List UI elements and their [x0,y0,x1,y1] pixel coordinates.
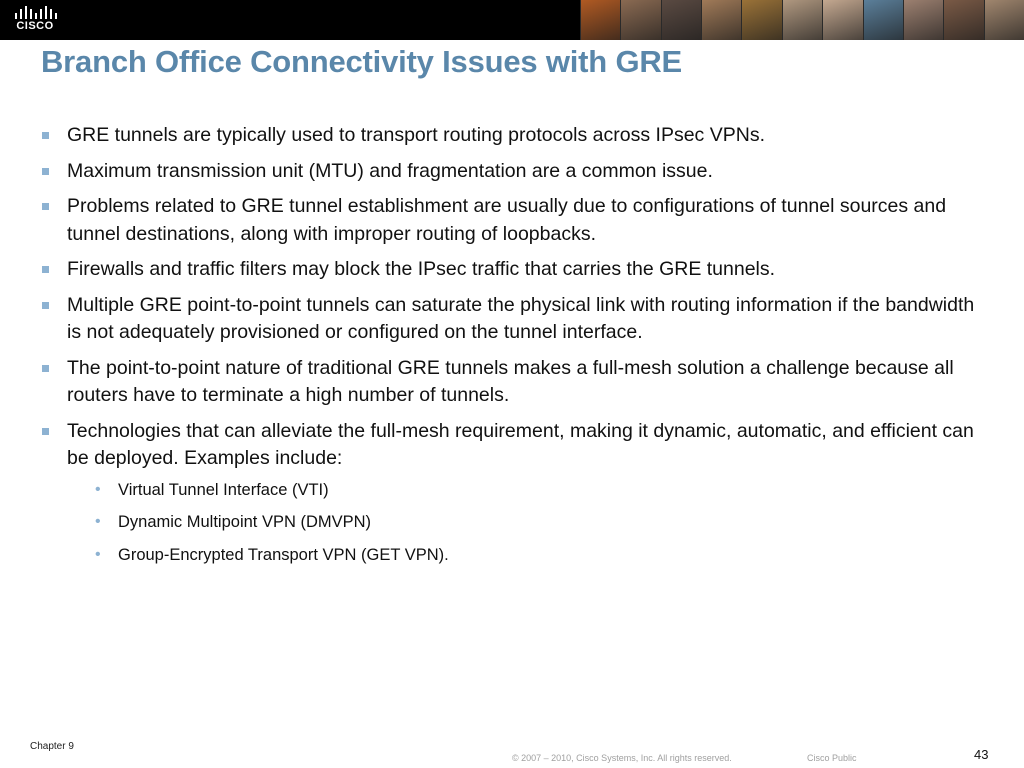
bullet-text: Maximum transmission unit (MTU) and fragmentation are a common issue. [67,159,713,182]
header-photo-strip [580,0,1024,40]
dot-bullet-icon: • [95,480,101,498]
square-bullet-icon [42,168,49,175]
dot-bullet-icon: • [95,545,101,563]
footer-copyright: © 2007 – 2010, Cisco Systems, Inc. All rights reserved. [512,753,732,763]
bullet-item [41,292,976,347]
header-bar [0,0,1024,40]
bullet-list [41,122,976,576]
sub-bullet-list [67,479,976,566]
sub-bullet-text: Group-Encrypted Transport VPN (GET VPN). [118,545,449,564]
collage-blue-photo [863,0,903,40]
square-bullet-icon [42,365,49,372]
bullet-text: The point-to-point nature of traditional GRE tunnels makes a full-mesh solution a challenge because all routers have to terminate a high number of tunnels. [67,356,954,406]
sub-bullet-text: Virtual Tunnel Interface (VTI) [118,480,329,499]
sub-bullet-item [67,511,976,533]
bullet-item [41,256,976,284]
square-bullet-icon [42,132,49,139]
footer-classification: Cisco Public [807,753,857,763]
square-bullet-icon [42,203,49,210]
bullet-item [41,122,976,150]
slide-title: Branch Office Connectivity Issues with GRE [41,44,683,79]
cisco-logo [12,5,58,35]
square-bullet-icon [42,266,49,273]
bullet-item [41,418,976,566]
bullet-text: Problems related to GRE tunnel establishment are usually due to configurations of tunnel sources and tunnel destinations, along with improper routing of loopbacks. [67,195,947,245]
portrait-student-photo [620,0,660,40]
portrait-woman-photo [701,0,741,40]
sub-bullet-item [67,479,976,501]
square-bullet-icon [42,302,49,309]
cisco-logo-text: CISCO [16,20,54,32]
bullet-text: Firewalls and traffic filters may block the IPsec traffic that carries the GRE tunnels. [67,258,776,280]
portrait-man-2-photo [943,0,983,40]
bullet-item [41,158,976,186]
portrait-man-3-photo [984,0,1024,40]
portrait-girl-photo [782,0,822,40]
portrait-hijab-photo [822,0,862,40]
sub-bullet-item [67,544,976,566]
collage-gold-photo [741,0,781,40]
sub-bullet-text: Dynamic Multipoint VPN (DMVPN) [118,513,372,531]
portrait-man-photo [661,0,701,40]
portrait-woman-2-photo [903,0,943,40]
square-bullet-icon [42,428,49,435]
bullet-text: Technologies that can alleviate the full-mesh requirement, making it dynamic, automatic, and efficient can be deployed. Examples include: [67,419,974,469]
footer-chapter: Chapter 9 [30,741,74,752]
bullet-item [41,193,976,248]
collage-abstract-photo [580,0,620,40]
bullet-text: Multiple GRE point-to-point tunnels can saturate the physical link with routing information if the bandwidth is not adequately provisioned or configured on the tunnel interface. [67,293,975,343]
cisco-bars-icon [14,5,58,20]
page-number: 43 [974,747,989,762]
dot-bullet-icon: • [95,513,101,530]
bullet-text: GRE tunnels are typically used to transport routing protocols across IPsec VPNs. [67,124,765,146]
bullet-item [41,355,976,410]
